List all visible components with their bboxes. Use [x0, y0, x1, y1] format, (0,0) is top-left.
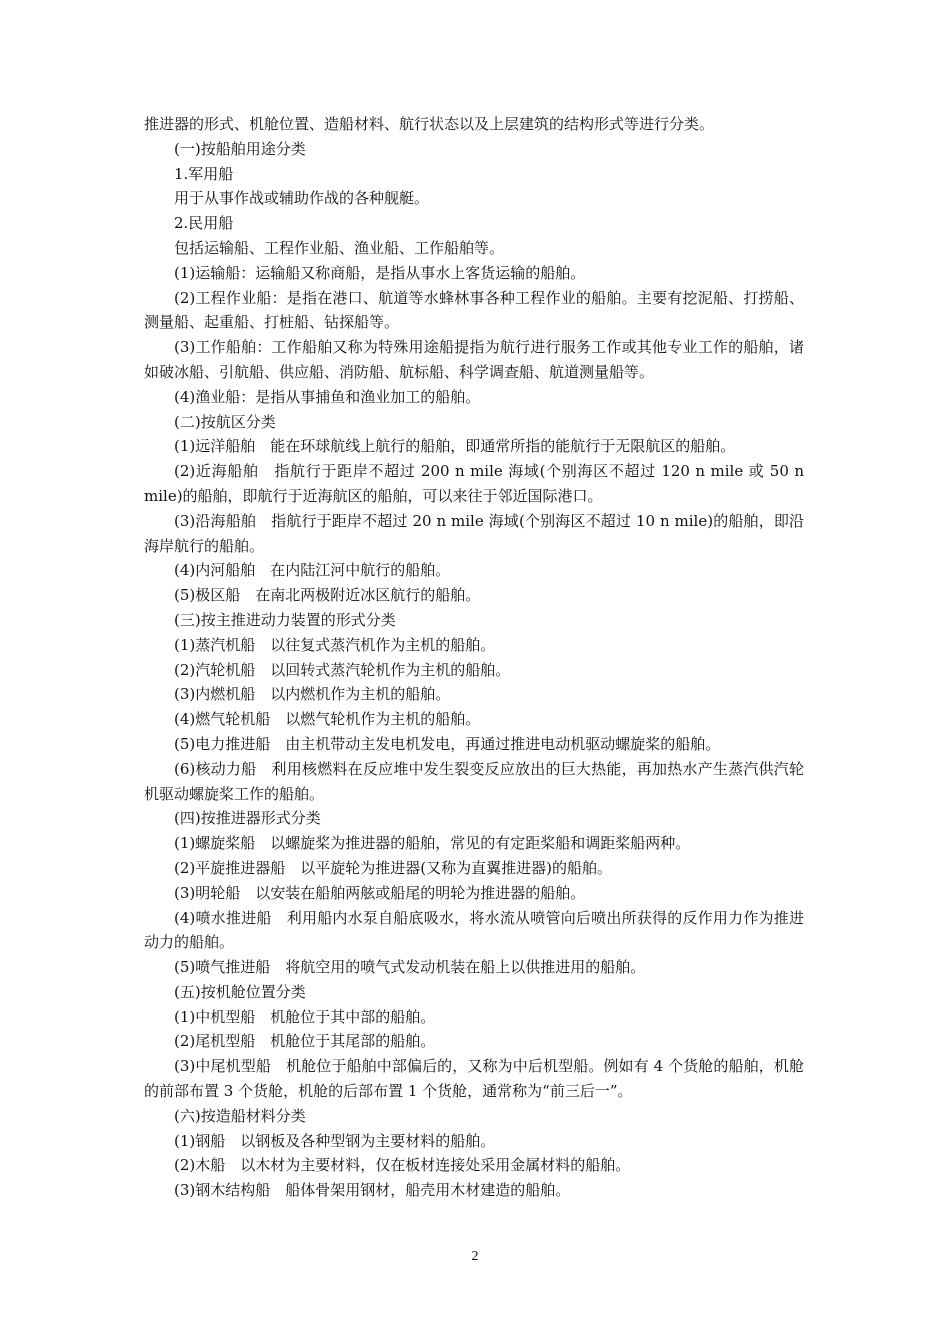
list-item: (1)钢船 以钢板及各种型钢为主要材料的船舶。: [174, 1131, 496, 1150]
section-heading: (一)按船舶用途分类: [174, 139, 306, 158]
list-item: (2)汽轮机船 以回转式蒸汽轮机作为主机的船舶。: [174, 660, 511, 679]
paragraph: 用于从事作战或辅助作战的各种舰艇。: [174, 189, 430, 208]
paragraph: 推进器的形式、机舱位置、造船材料、航行状态以及上层建筑的结构形式等进行分类。: [144, 115, 715, 133]
list-item: (2)尾机型船 机舱位于其尾部的船舶。: [174, 1032, 436, 1051]
subheading: 1.军用船: [174, 164, 234, 183]
list-item: (1)蒸汽机船 以往复式蒸汽机作为主机的船舶。: [174, 635, 496, 654]
section-heading: (三)按主推进动力装置的形式分类: [174, 610, 396, 629]
section-heading: (五)按机舱位置分类: [174, 982, 306, 1001]
section-heading: (二)按航区分类: [174, 412, 276, 431]
list-item: (5)电力推进船 由主机带动主发电机发电，再通过推进电动机驱动螺旋桨的船舶。: [174, 734, 721, 753]
list-item: (3)沿海船舶 指航行于距岸不超过 20 n mile 海域(个别海区不超过 10 n mile)的船舶，即沿海岸航行的船舶。: [144, 511, 804, 555]
list-item: (3)钢木结构船 船体骨架用钢材，船壳用木材建造的船舶。: [174, 1181, 571, 1200]
list-item: (5)极区船 在南北两极附近冰区航行的船舶。: [174, 586, 481, 605]
list-item: (3)中尾机型船 机舱位于船舶中部偏后的，又称为中后机型船。例如有 4 个货舱的船舶，机舱的前部布置 3 个货舱，机舱的后部布置 1 个货舱，通常称为“前三后一”。: [144, 1057, 804, 1101]
list-item: (1)远洋船舶 能在环球航线上航行的船舶，即通常所指的能航行于无限航区的船舶。: [174, 437, 736, 456]
list-item: (3)明轮船 以安装在船舶两舷或船尾的明轮为推进器的船舶。: [174, 883, 586, 902]
page-number: 2: [471, 1249, 479, 1264]
list-item: (1)运输船：运输船又称商船，是指从事水上客货运输的船舶。: [174, 263, 586, 282]
list-item: (2)近海船舶 指航行于距岸不超过 200 n mile 海域(个别海区不超过 120 n mile 或 50 n mile)的船舶，即航行于近海航区的船舶，可以来往于邻近国际港口。: [144, 462, 804, 505]
list-item: (4)渔业船：是指从事捕鱼和渔业加工的船舶。: [174, 387, 481, 406]
list-item: (3)工作船舶：工作船舶又称为特殊用途船提指为航行进行服务工作或其他专业工作的船舶，诸如破冰船、引航船、供应船、消防船、航标船、科学调查船、航道测量船等。: [144, 338, 804, 381]
section-heading: (四)按推进器形式分类: [174, 809, 321, 828]
list-item: (6)核动力船 利用核燃料在反应堆中发生裂变反应放出的巨大热能，再加热水产生蒸汽供汽轮机驱动螺旋桨工作的船舶。: [144, 759, 804, 803]
list-item: (1)螺旋桨船 以螺旋桨为推进器的船舶，常见的有定距桨船和调距桨船两种。: [174, 834, 691, 853]
list-item: (4)喷水推进船 利用船内水泵自船底吸水，将水流从喷管向后喷出所获得的反作用力作为推进动力的船舶。: [144, 908, 804, 952]
subheading: 2.民用船: [174, 214, 234, 233]
list-item: (2)平旋推进器船 以平旋轮为推进器(又称为直翼推进器)的船舶。: [174, 858, 612, 877]
list-item: (2)工程作业船：是指在港口、航道等水蜂林事各种工程作业的船舶。主要有挖泥船、打捞船、测量船、起重船、打桩船、钻探船等。: [144, 288, 804, 332]
list-item: (3)内燃机船 以内燃机作为主机的船舶。: [174, 685, 451, 704]
paragraph: 包括运输船、工程作业船、渔业船、工作船舶等。: [174, 238, 505, 257]
section-heading: (六)按造船材料分类: [174, 1106, 306, 1125]
list-item: (1)中机型船 机舱位于其中部的船舶。: [174, 1007, 436, 1026]
body-text: [144, 112, 804, 1203]
list-item: (4)内河船舶 在内陆江河中航行的船舶。: [174, 561, 451, 580]
list-item: (4)燃气轮机船 以燃气轮机作为主机的船舶。: [174, 710, 481, 729]
list-item: (2)木船 以木材为主要材料，仅在板材连接处采用金属材料的船舶。: [174, 1156, 631, 1175]
list-item: (5)喷气推进船 将航空用的喷气式发动机装在船上以供推进用的船舶。: [174, 958, 646, 977]
